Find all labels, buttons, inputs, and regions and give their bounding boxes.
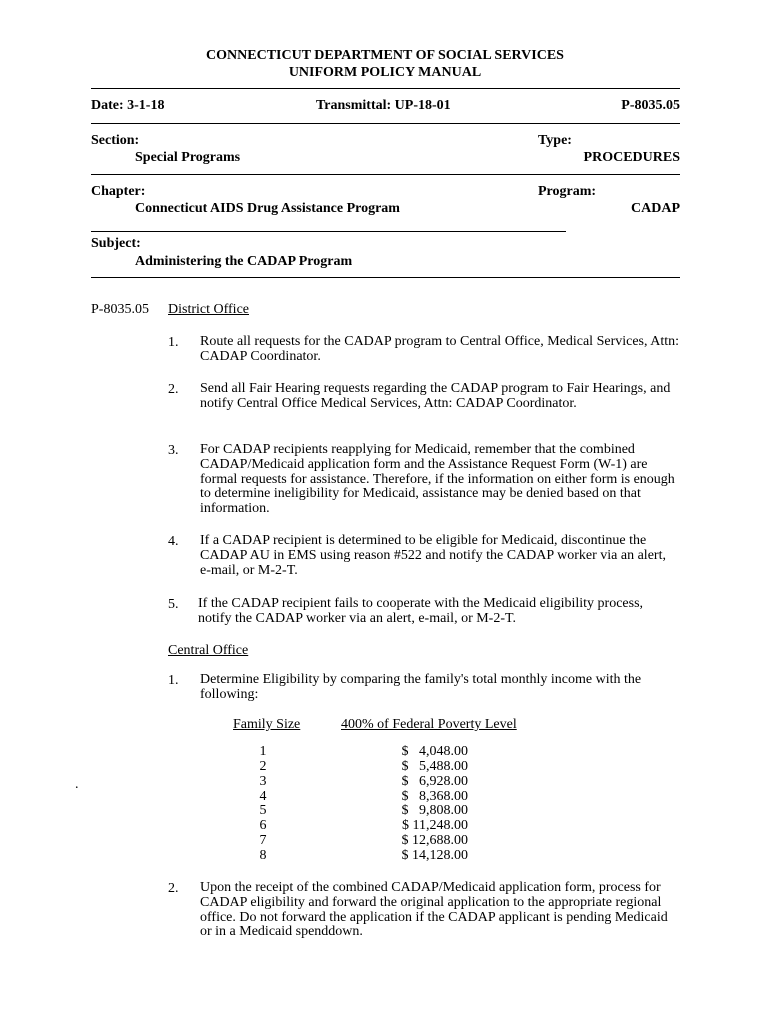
divider: [91, 231, 566, 232]
list-item: Determine Eligibility by comparing the family's total monthly income with the following:: [200, 672, 642, 702]
table-cell: $ 11,248.00: [402, 818, 468, 833]
divider: [91, 277, 680, 278]
list-item-number: 2.: [168, 382, 179, 397]
divider: [91, 88, 680, 89]
list-item-number: 1.: [168, 335, 179, 350]
table-cell: $ 14,128.00: [401, 848, 468, 863]
section-reference: P-8035.05: [91, 302, 149, 317]
table-cell: $ 6,928.00: [401, 774, 468, 789]
table-cell: 1: [259, 744, 267, 759]
list-item: If a CADAP recipient is determined to be eligible for Medicaid, discontinue the CADAP AU in EMS using reason #522 and notify the CADAP worker via an alert, e-mail, or M-2-T.: [200, 533, 666, 578]
list-item-number: 4.: [168, 534, 179, 549]
subject-label: Subject:: [91, 236, 141, 251]
district-office-heading: District Office: [168, 302, 249, 317]
list-item: Send all Fair Hearing requests regarding the CADAP program to Fair Hearings, and notify Central Office Medical Services, Attn: CADAP Coordinator.: [200, 381, 671, 411]
list-item-number: 1.: [168, 673, 179, 688]
divider: [91, 123, 680, 124]
type-label: Type:: [538, 133, 572, 148]
list-item-number: 5.: [168, 597, 179, 612]
date-field: Date: 3-1-18: [91, 98, 165, 113]
central-office-heading: Central Office: [168, 643, 249, 658]
list-item: Upon the receipt of the combined CADAP/Medicaid application form, process for CADAP eligibility and forward the original application to the appropriate regional office. Do not forward the application if the CADAP applicant is pending Medicaid or in a Medicaid spenddown.: [200, 880, 668, 940]
chapter-label: Chapter:: [91, 184, 146, 199]
manual-title: UNIFORM POLICY MANUAL: [288, 65, 482, 80]
table-cell: $ 5,488.00: [401, 759, 468, 774]
table-cell: $ 9,808.00: [401, 803, 468, 818]
list-item-number: 2.: [168, 881, 179, 896]
table-cell: 2: [259, 759, 267, 774]
table-cell: 7: [259, 833, 267, 848]
program-label: Program:: [538, 184, 597, 199]
list-item: Route all requests for the CADAP program to Central Office, Medical Services, Attn: CADAP Coordinator.: [200, 334, 680, 364]
table-header-family-size: Family Size: [233, 717, 301, 732]
list-item: For CADAP recipients reapplying for Medicaid, remember that the combined CADAP/Medicaid application form and the Assistance Request Form (W-1) are formal requests for assistance. Therefore, if the information on either form is enough to determine ineligibility for Medicaid, assistance may be denied based on that information.: [200, 442, 675, 517]
transmittal-field: Transmittal: UP-18-01: [316, 98, 451, 113]
list-item: If the CADAP recipient fails to cooperate with the Medicaid eligibility process, notify the CADAP worker via an alert, e-mail, or M-2-T.: [198, 596, 644, 626]
stray-mark: .: [75, 777, 79, 792]
table-cell: 8: [259, 848, 267, 863]
table-cell: $ 4,048.00: [401, 744, 468, 759]
list-item-number: 3.: [168, 443, 179, 458]
section-value: Special Programs: [135, 150, 241, 165]
program-value: CADAP: [631, 201, 680, 216]
type-value: PROCEDURES: [583, 150, 680, 165]
department-title: CONNECTICUT DEPARTMENT OF SOCIAL SERVICES: [206, 48, 564, 63]
table-cell: 4: [259, 789, 267, 804]
table-cell: $ 12,688.00: [401, 833, 468, 848]
table-cell: 5: [259, 803, 267, 818]
policy-number: P-8035.05: [621, 98, 680, 113]
subject-value: Administering the CADAP Program: [135, 254, 353, 269]
table-header-poverty-level: 400% of Federal Poverty Level: [341, 717, 517, 732]
divider: [91, 174, 680, 175]
table-cell: 3: [259, 774, 267, 789]
table-cell: 6: [259, 818, 267, 833]
chapter-value: Connecticut AIDS Drug Assistance Program: [135, 201, 400, 216]
section-label: Section:: [91, 133, 140, 148]
table-cell: $ 8,368.00: [401, 789, 468, 804]
